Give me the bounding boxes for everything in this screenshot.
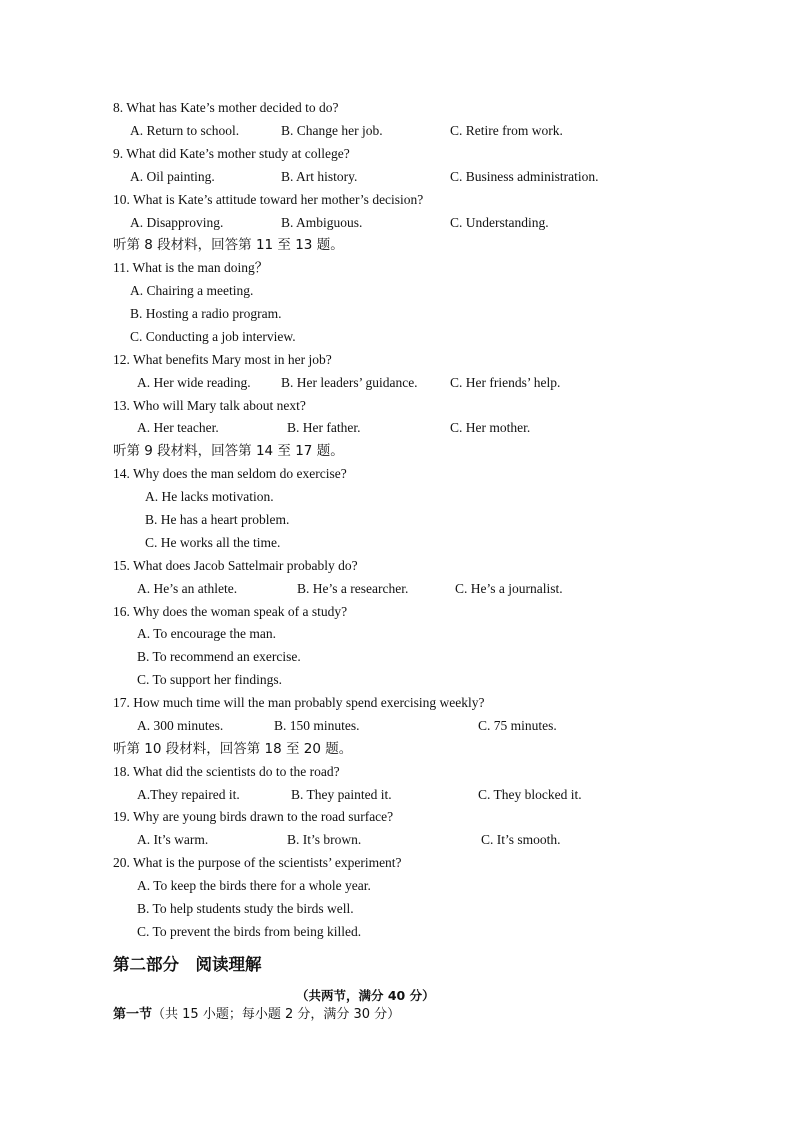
question-11-option-b: B. Hosting a radio program. (130, 306, 282, 321)
section-1-label: 第一节 (113, 1007, 153, 1022)
question-12-option-c: C. Her friends’ help. (450, 375, 561, 390)
part-2-title: 第二部分 阅读理解 (113, 955, 262, 974)
question-8-option-c: C. Retire from work. (450, 123, 563, 138)
question-9-option-a: A. Oil painting. (130, 169, 215, 184)
question-9-stem: 9. What did Kate’s mother study at college? (113, 146, 350, 161)
question-18-option-a: A.They repaired it. (137, 787, 240, 802)
question-11-option-a: A. Chairing a meeting. (130, 283, 254, 298)
question-11-stem: 11. What is the man doing？ (113, 260, 269, 275)
question-19-stem: 19. Why are young birds drawn to the road surface? (113, 809, 394, 824)
question-14-option-c: C. He works all the time. (145, 535, 281, 550)
question-12-option-a: A. Her wide reading. (137, 375, 251, 390)
question-9-option-b: B. Art history. (281, 169, 358, 184)
question-13-stem: 13. Who will Mary talk about next? (113, 398, 306, 413)
question-12-option-b: B. Her leaders’ guidance. (281, 375, 418, 390)
section-1-heading (113, 1007, 400, 1023)
question-14-option-a: A. He lacks motivation. (145, 489, 274, 504)
question-10-stem: 10. What is Kate’s attitude toward her mother’s decision? (113, 192, 424, 207)
question-14-stem: 14. Why does the man seldom do exercise? (113, 466, 347, 481)
question-13-option-b: B. Her father. (287, 420, 361, 435)
question-9-option-c: C. Business administration. (450, 169, 599, 184)
question-16-option-b: B. To recommend an exercise. (137, 649, 301, 664)
question-10-option-c: C. Understanding. (450, 215, 549, 230)
question-17-option-c: C. 75 minutes. (478, 718, 557, 733)
question-18-option-b: B. They painted it. (291, 787, 392, 802)
listening-material-10-heading: 听第 10 段材料，回答第 18 至 20 题。 (113, 741, 353, 757)
section-1-note: （共 15 小题；每小题 2 分，满分 30 分） (152, 1007, 401, 1022)
question-18-stem: 18. What did the scientists do to the road? (113, 764, 340, 779)
question-13-option-a: A. Her teacher. (137, 420, 219, 435)
question-16-option-a: A. To encourage the man. (137, 626, 277, 641)
question-20-option-b: B. To help students study the birds well. (137, 901, 354, 916)
question-20-option-c: C. To prevent the birds from being killed. (137, 924, 362, 939)
question-8-option-a: A. Return to school. (130, 123, 240, 138)
question-11-option-c: C. Conducting a job interview. (130, 329, 296, 344)
question-8-stem: 8. What has Kate’s mother decided to do? (113, 100, 339, 115)
question-20-option-a: A. To keep the birds there for a whole year. (137, 878, 371, 893)
question-15-option-a: A. He’s an athlete. (137, 581, 238, 596)
question-16-stem: 16. Why does the woman speak of a study? (113, 604, 348, 619)
listening-material-9-heading: 听第 9 段材料，回答第 14 至 17 题。 (113, 443, 344, 459)
question-19-option-b: B. It’s brown. (287, 832, 362, 847)
question-12-stem: 12. What benefits Mary most in her job? (113, 352, 332, 367)
question-10-option-b: B. Ambiguous. (281, 215, 363, 230)
question-16-option-c: C. To support her findings. (137, 672, 283, 687)
question-17-option-b: B. 150 minutes. (274, 718, 360, 733)
question-19-option-c: C. It’s smooth. (481, 832, 561, 847)
question-20-stem: 20. What is the purpose of the scientists’ experiment? (113, 855, 402, 870)
question-15-stem: 15. What does Jacob Sattelmair probably do? (113, 558, 358, 573)
question-8-option-b: B. Change her job. (281, 123, 383, 138)
question-10-option-a: A. Disapproving. (130, 215, 224, 230)
question-15-option-c: C. He’s a journalist. (455, 581, 563, 596)
question-13-option-c: C. Her mother. (450, 420, 531, 435)
question-19-option-a: A. It’s warm. (137, 832, 209, 847)
listening-material-8-heading: 听第 8 段材料，回答第 11 至 13 题。 (113, 237, 344, 253)
question-15-option-b: B. He’s a researcher. (297, 581, 409, 596)
question-17-option-a: A. 300 minutes. (137, 718, 224, 733)
question-17-stem: 17. How much time will the man probably spend exercising weekly? (113, 695, 485, 710)
question-14-option-b: B. He has a heart problem. (145, 512, 290, 527)
question-18-option-c: C. They blocked it. (478, 787, 582, 802)
part-2-subtitle: （共两节，满分 40 分） (296, 988, 435, 1003)
